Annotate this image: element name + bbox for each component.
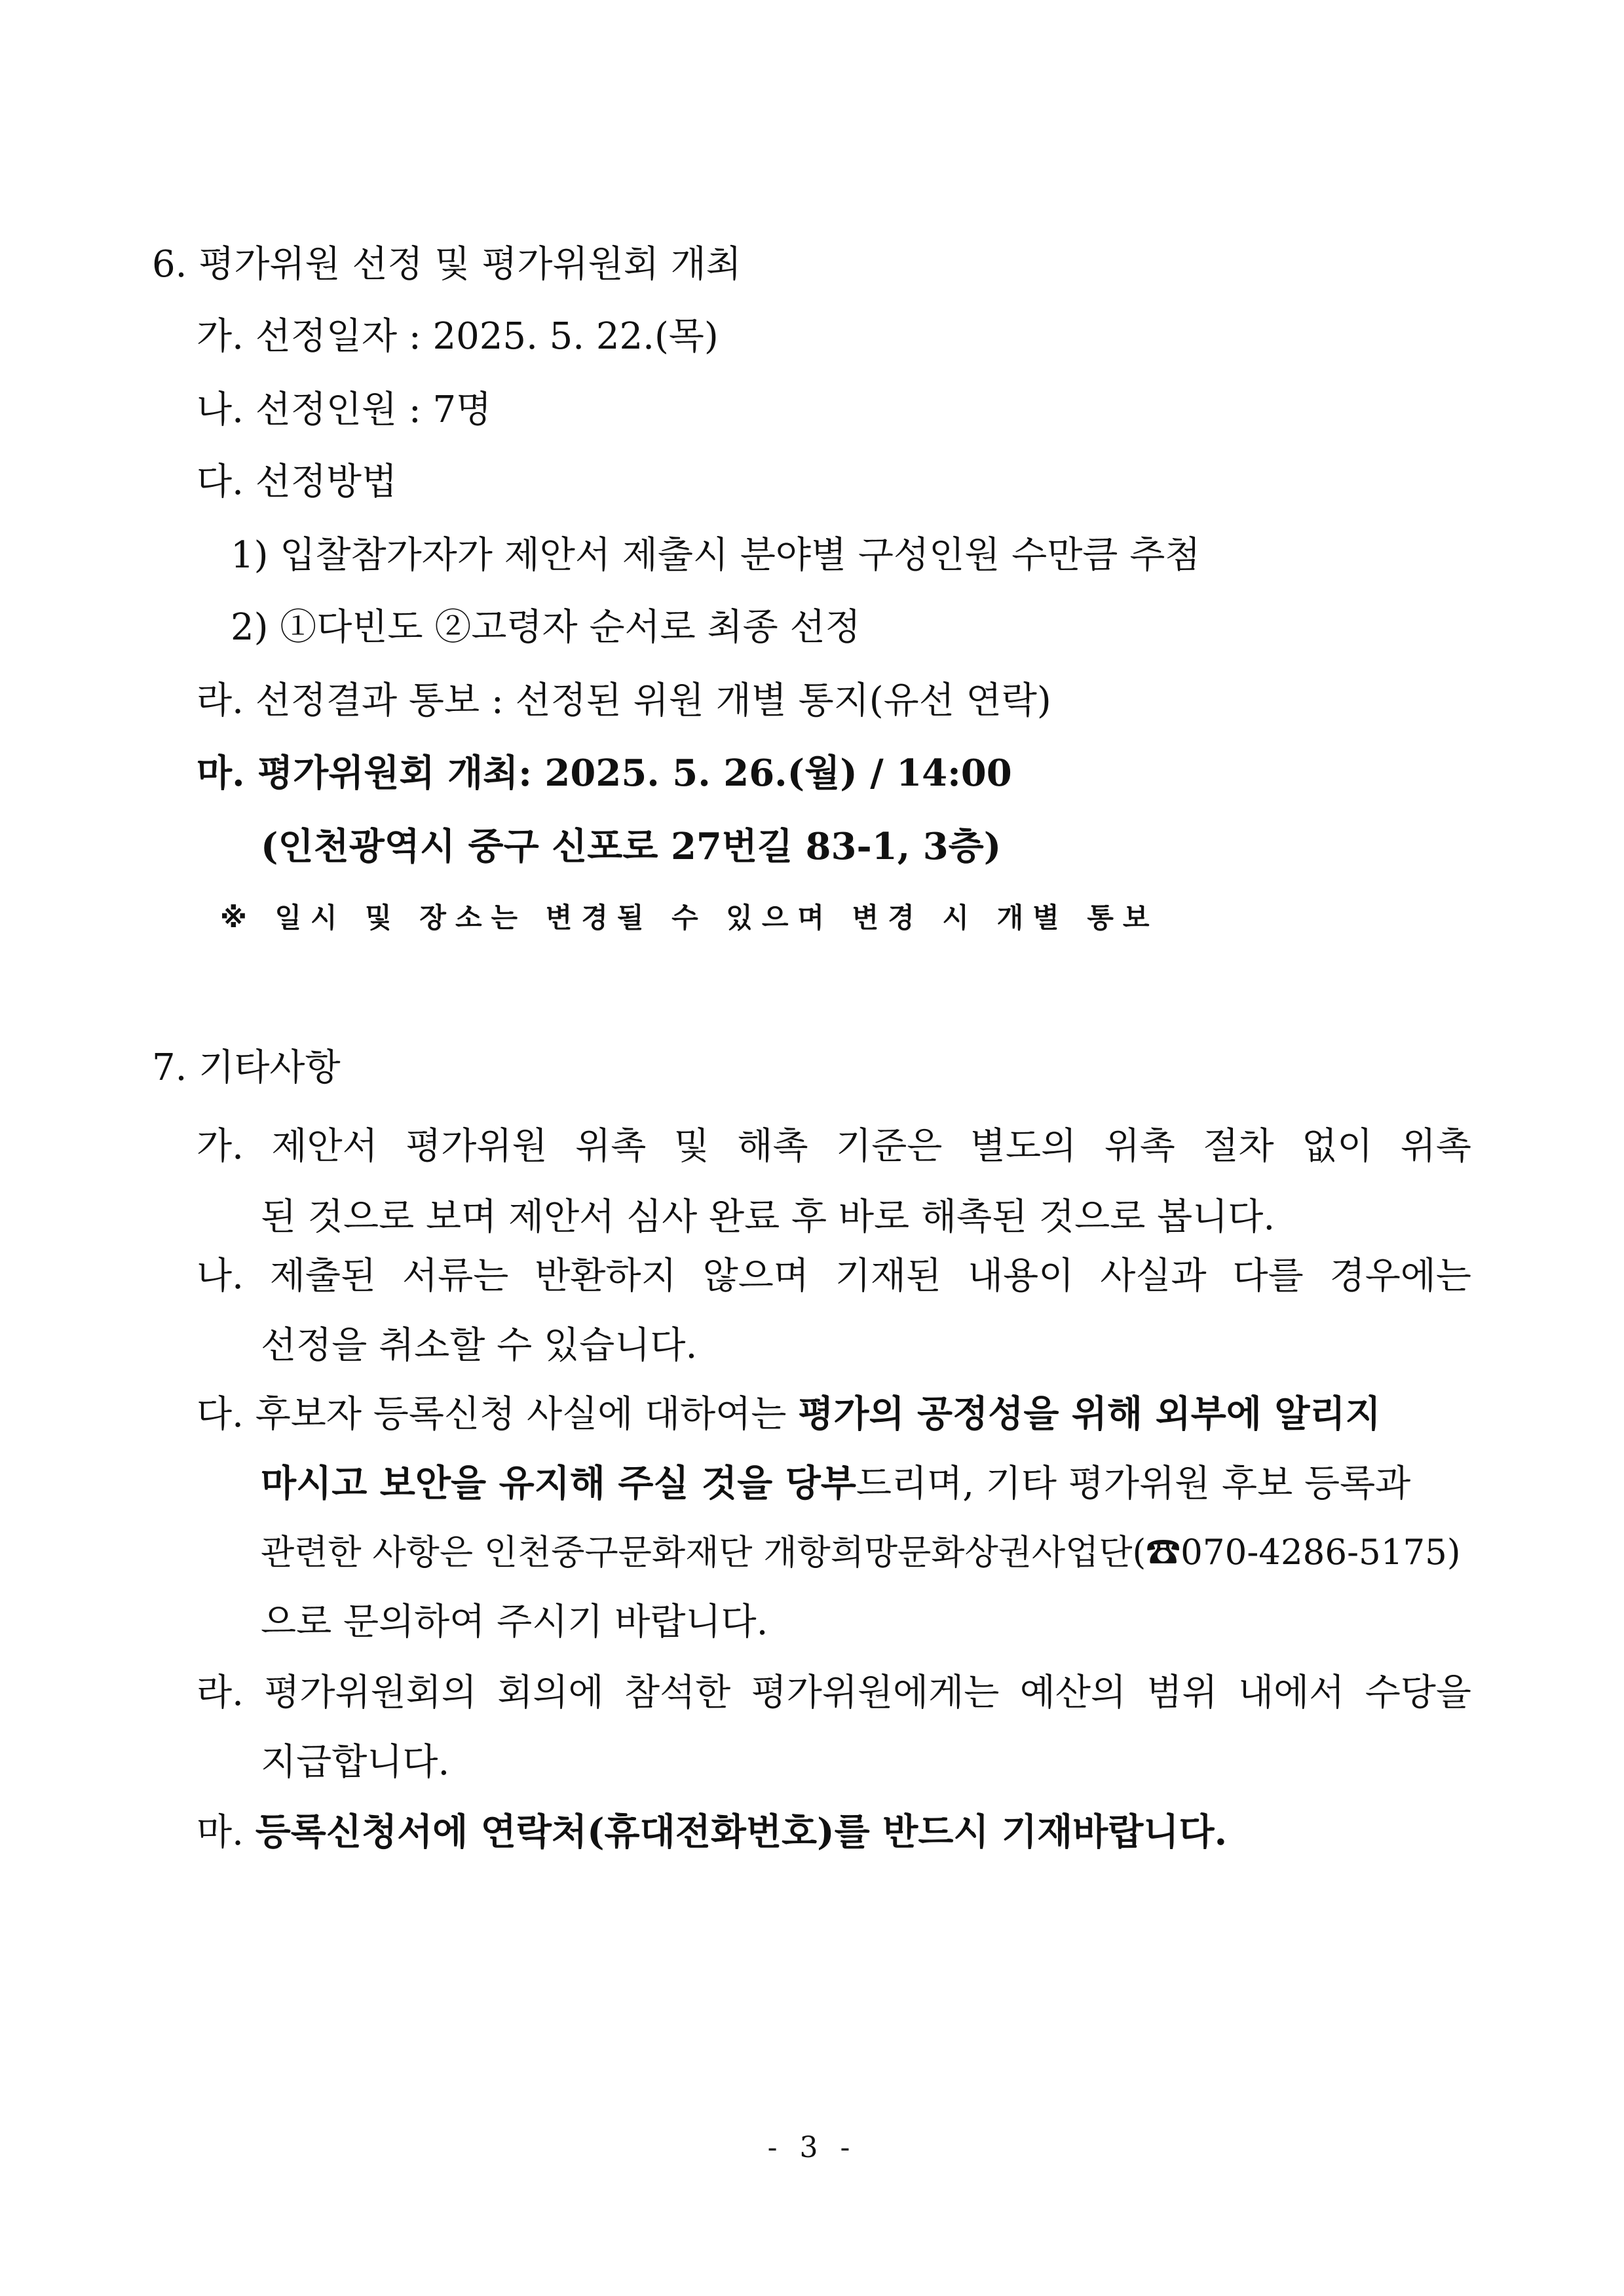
selection-count: 나. 선정인원 : 7명 <box>197 389 492 431</box>
committee-place: (인천광역시 중구 신포로 27번길 83-1, 3층) <box>261 825 1002 868</box>
selection-result-notice: 라. 선정결과 통보 : 선정된 위원 개별 통지(유선 연락) <box>197 679 1051 722</box>
item-da-line2 <box>261 1460 1410 1508</box>
item-ma <box>197 1808 1227 1856</box>
selection-method: 다. 선정방법 <box>197 461 398 503</box>
item-da-line2-emphasis: 마시고 보안을 유지해 주실 것을 당부 <box>261 1462 856 1505</box>
item-da-line1-text: 다. 후보자 등록신청 사실에 대하여는 <box>197 1393 799 1436</box>
item-da-line2-text: 드리며, 기타 평가위원 후보 등록과 <box>856 1463 1411 1505</box>
item-na-line2: 선정을 취소할 수 있습니다. <box>261 1324 698 1367</box>
schedule-change-note: ※ 일시 및 장소는 변경될 수 있으며 변경 시 개별 통보 <box>220 902 1159 934</box>
page-number: - 3 - <box>767 2131 857 2164</box>
item-ra-line2: 지급합니다. <box>261 1741 450 1784</box>
selection-method-1: 1) 입찰참가자가 제안서 제출시 분야별 구성인원 수만큼 추첨 <box>231 534 1201 577</box>
item-da-line1-emphasis: 평가의 공정성을 위해 외부에 알리지 <box>798 1392 1381 1436</box>
item-na-line1: 나. 제출된 서류는 반환하지 않으며 기재된 내용이 사실과 다를 경우에는 <box>197 1255 1471 1297</box>
section-7-title: 7. 기타사항 <box>152 1046 341 1089</box>
item-da-line4: 으로 문의하여 주시기 바랍니다. <box>261 1601 768 1643</box>
item-ga-line1: 가. 제안서 평가위원 위촉 및 해촉 기준은 별도의 위촉 절차 없이 위촉 <box>197 1125 1471 1168</box>
committee-meeting: 마. 평가위원회 개최: 2025. 5. 26.(월) / 14:00 <box>197 752 1012 795</box>
item-da-line1 <box>197 1390 1471 1438</box>
item-ma-label: 마. <box>197 1811 255 1854</box>
item-ga-line2: 된 것으로 보며 제안서 심사 완료 후 바로 해촉된 것으로 봅니다. <box>261 1196 1275 1238</box>
section-6-title: 6. 평가위원 선정 및 평가위원회 개최 <box>152 243 742 286</box>
item-ra-line1: 라. 평가위원회의 회의에 참석한 평가위원에게는 예산의 범위 내에서 수당을 <box>197 1672 1471 1714</box>
selection-date: 가. 선정일자 : 2025. 5. 22.(목) <box>197 315 719 358</box>
item-ma-emphasis: 등록신청서에 연락처(휴대전화번호)를 반드시 기재바랍니다. <box>255 1810 1228 1854</box>
item-da-line3: 관련한 사항은 인천중구문화재단 개항희망문화상권사업단(☎070-4286-5175) <box>261 1533 1461 1573</box>
selection-method-2: 2) ①다빈도 ②고령자 순서로 최종 선정 <box>231 606 861 649</box>
